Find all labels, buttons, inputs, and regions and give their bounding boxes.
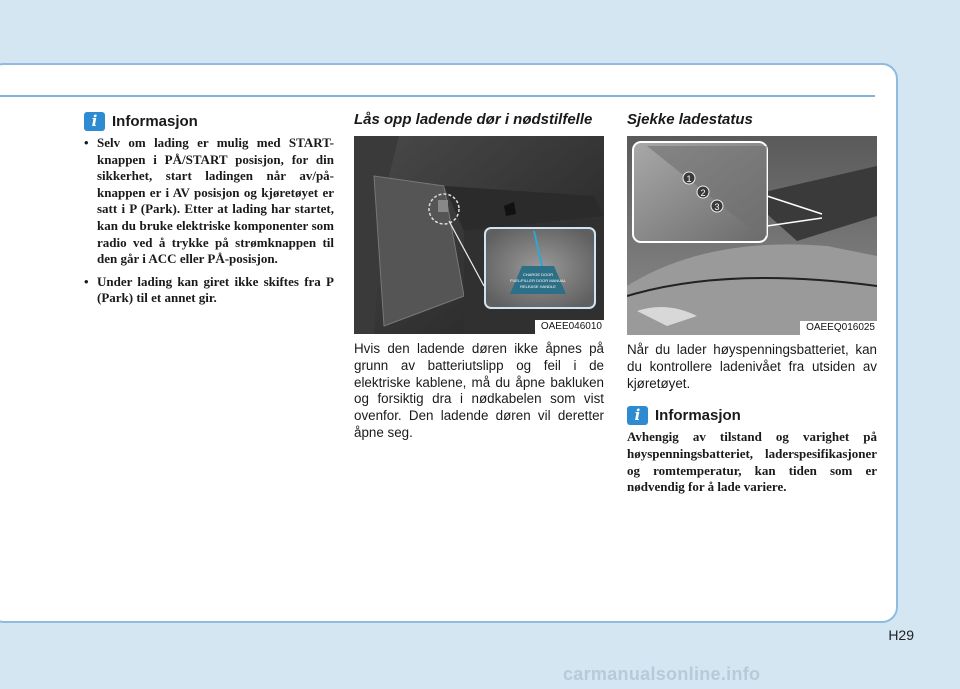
tag-text-3: RELEASE HANDLE [520, 284, 556, 289]
watermark: carmanualsonline.info [563, 664, 761, 684]
info-body: Avhengig av tilstand og varighet på høyspenningsbatteriet, laderspesifikasjoner og romtemperatur, kan tiden som er nødvendig for å lade variere. [627, 429, 877, 495]
column-info [84, 112, 334, 313]
list-item: • Under lading kan giret ikke skiftes fra P (Park) til et annet gir. [84, 274, 334, 307]
trunk-release-figure [354, 136, 604, 334]
indicator-label-3: 3 [714, 202, 720, 212]
info-icon: i [627, 406, 648, 425]
info-title: Informasjon [112, 113, 198, 130]
charge-indicator-figure [627, 136, 877, 335]
section-title: Lås opp ladende dør i nødstilfelle [354, 111, 593, 128]
list-item: • Selv om lading er mulig med START-knappen i PÅ/START posisjon, for din sikkerhet, start ladingen når av/på-knappen er i AV posisjon og kjøretøyet er satt i P (Park). Etter at lading har startet, kan du bruke elektriske komponenter som radio ved å trykke på strømknappen til den går i ACC eller PÅ-posisjon. [84, 135, 334, 268]
page-number: H29 [888, 627, 914, 643]
header-rule [0, 95, 875, 97]
info-heading [627, 406, 877, 425]
car-illustration [627, 136, 877, 335]
info-bullet-list [84, 135, 334, 307]
body-text: Hvis den ladende døren ikke åpnes på grunn av batteriutslipp og feil i de elektriske kablene, må du åpne bakluken og forsiktig dra i nødkabelen som vist ovenfor. Den ladende døren vil deretter åpne seg. [354, 341, 604, 440]
body-text: Når du lader høyspenningsbatteriet, kan du kontrollere ladenivået fra utsiden av kjøretøyet. [627, 342, 877, 391]
indicator-label-1: 1 [686, 174, 692, 184]
column-charge-status [627, 112, 877, 496]
info-title: Informasjon [655, 407, 741, 425]
column-emergency-release [354, 112, 604, 442]
info-icon: i [84, 112, 105, 131]
figure-code: OAEE046010 [535, 320, 604, 334]
indicator-label-2: 2 [700, 188, 706, 198]
tag-text-1: CHARGE DOOR [522, 272, 554, 277]
trunk-illustration [354, 136, 604, 334]
tag-text-2: FUEL/FILLER DOOR MANUAL [510, 278, 566, 283]
section-title: Sjekke ladestatus [627, 111, 753, 128]
figure-code: OAEEQ016025 [800, 321, 877, 335]
info-heading [84, 112, 334, 131]
